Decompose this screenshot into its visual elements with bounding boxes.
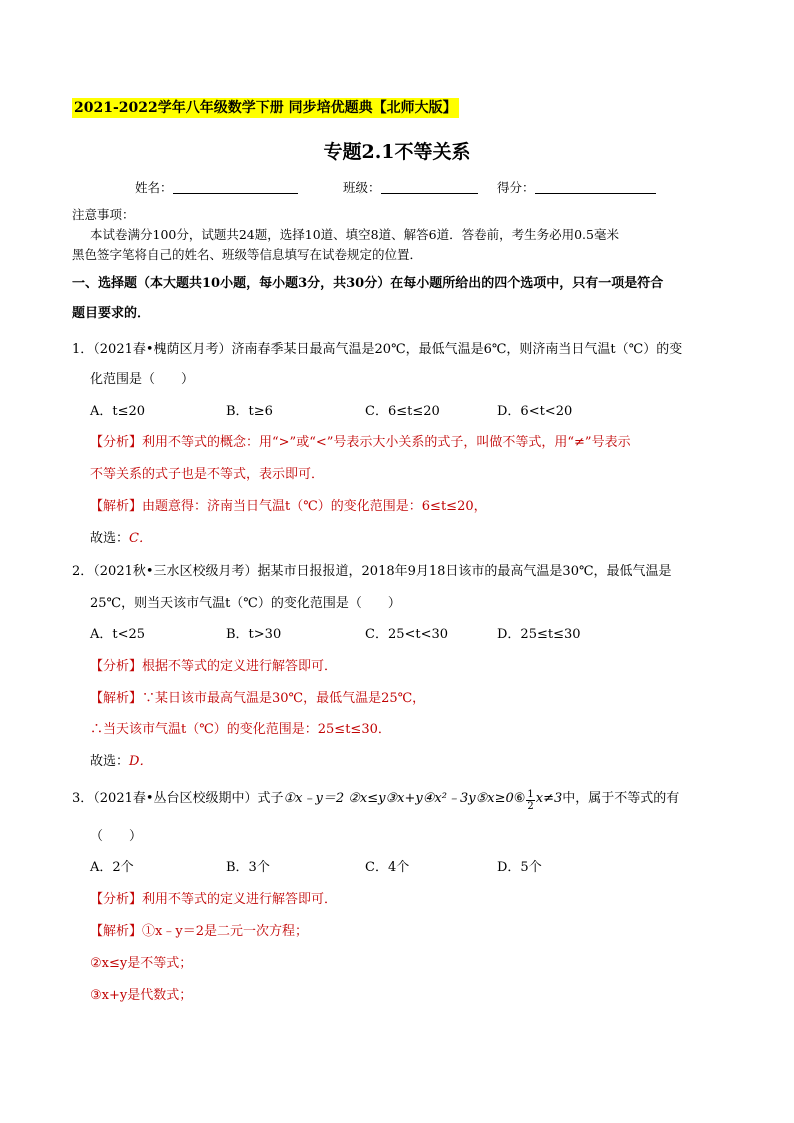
q3-solution (90, 920, 308, 939)
q3-expr-6-fraction (526, 789, 534, 812)
q3-frac-numerator: 1 (527, 789, 534, 800)
q3-solution-tag: 【解析】 (90, 924, 143, 939)
q2-answer-label: 故选： (90, 754, 130, 769)
section-heading-line-2: 题目要求的． (72, 306, 151, 321)
q1-analysis-text: 利用不等式的概念：用“>”或“<”号表示大小关系的式子，叫做不等式，用“≠”号表示 (142, 435, 631, 450)
q2-option-a: A．t<25 (90, 627, 146, 642)
header-banner: 2021-2022学年八年级数学下册 同步培优题典【北师大版】 (74, 100, 457, 116)
q1-analysis (90, 431, 631, 450)
q1-solution-text: 由题意得：济南当日气温t（℃）的变化范围是：6≤t≤20， (142, 499, 487, 514)
q2-option-c: C．25<t<30 (365, 627, 449, 642)
q1-option-a: A．t≤20 (90, 404, 146, 419)
q2-stem-line-1: 2．（2021秋•三水区校级月考）据某市日报报道，2018年9月18日该市的最高气温是30℃，最低气温是 (72, 564, 672, 579)
q3-frac-denominator: 2 (527, 801, 534, 812)
q2-solution-text: ∵某日该市最高气温是30℃，最低气温是25℃， (142, 691, 426, 706)
q2-analysis (90, 655, 337, 674)
q3-analysis (90, 888, 337, 907)
q3-solution-line-1: ①x﹣y＝2是二元一次方程； (142, 924, 308, 939)
q2-answer (90, 750, 152, 769)
page-title: 专题2.1不等关系 (323, 141, 471, 163)
q1-option-b: B．t≥6 (226, 404, 273, 419)
notice-line-1: 本试卷满分100分，试题共24题，选择10道、填空8道、解答6道．答卷前，考生务必用0.5毫米 (90, 227, 619, 242)
q3-expr-6-circle: ⑥ (513, 791, 526, 806)
q3-stem-prefix: 3．（2021春•丛台区校级期中）式子 (72, 791, 284, 806)
class-field (343, 178, 478, 196)
q1-analysis-line-2: 不等关系的式子也是不等式，表示即可． (90, 467, 325, 482)
q1-answer-label: 故选： (90, 531, 130, 546)
q3-expr-1: ①x﹣y＝2 (283, 791, 345, 806)
q3-expr-3: ③x+y (385, 791, 423, 806)
q3-option-c: C．4个 (365, 860, 410, 875)
q3-expr-5: ⑤x≥0 (475, 791, 514, 806)
q3-analysis-tag: 【分析】 (90, 892, 143, 907)
name-blank (173, 181, 298, 194)
q3-option-d: D．5个 (497, 860, 542, 875)
q2-solution-line-2: ∴当天该市气温t（℃）的变化范围是：25≤t≤30． (90, 722, 391, 737)
q1-solution-tag: 【解析】 (90, 499, 143, 514)
q2-solution-tag: 【解析】 (90, 691, 143, 706)
q1-option-d: D．6<t<20 (497, 404, 573, 419)
q2-answer-value: D． (129, 754, 153, 769)
q2-analysis-tag: 【分析】 (90, 659, 143, 674)
q1-option-c: C．6≤t≤20 (365, 404, 440, 419)
q3-stem-line-2: （ ） (90, 829, 143, 844)
q3-expr-2: ②x≤y (348, 791, 386, 806)
q1-stem-line-1: 1．（2021春•槐荫区月考）济南春季某日最高气温是20℃，最低气温是6℃，则济南当日气温t（℃）的变 (72, 342, 683, 357)
q3-option-a: A．2个 (90, 860, 134, 875)
q1-answer (90, 527, 152, 546)
q1-analysis-tag: 【分析】 (90, 435, 143, 450)
q1-answer-value: C． (129, 531, 152, 546)
q2-option-d: D．25≤t≤30 (497, 627, 581, 642)
score-blank (535, 181, 656, 194)
score-label: 得分： (497, 180, 535, 195)
q1-solution (90, 495, 487, 514)
q3-analysis-text: 利用不等式的定义进行解答即可． (142, 892, 338, 907)
class-blank (381, 181, 478, 194)
q1-stem-line-2: 化范围是（ ） (90, 372, 195, 387)
q3-stem-line-1 (72, 787, 679, 812)
notice-line-2: 黑色签字笔将自己的姓名、班级等信息填写在试卷规定的位置． (72, 247, 423, 262)
q3-expr-6-rest: x≠3 (535, 791, 563, 806)
name-field (135, 178, 298, 196)
q3-expr-4: ④x²﹣3y (422, 791, 476, 806)
q3-solution-line-3: ③x+y是代数式； (90, 988, 193, 1003)
score-field (497, 178, 656, 196)
q3-solution-line-2: ②x≤y是不等式； (90, 956, 193, 971)
q2-solution (90, 687, 425, 706)
q3-stem-suffix: 中，属于不等式的有 (562, 791, 680, 806)
q2-option-b: B．t>30 (226, 627, 282, 642)
q3-option-b: B．3个 (226, 860, 270, 875)
section-heading-line-1: 一、选择题（本大题共10小题，每小题3分，共30分）在每小题所给出的四个选项中，只有一项是符合 (72, 276, 664, 291)
q2-stem-line-2: 25℃，则当天该市气温t（℃）的变化范围是（ ） (90, 596, 401, 611)
q2-analysis-text: 根据不等式的定义进行解答即可． (142, 659, 338, 674)
name-label: 姓名： (135, 180, 173, 195)
notice-heading: 注意事项： (72, 207, 135, 222)
class-label: 班级： (343, 180, 381, 195)
